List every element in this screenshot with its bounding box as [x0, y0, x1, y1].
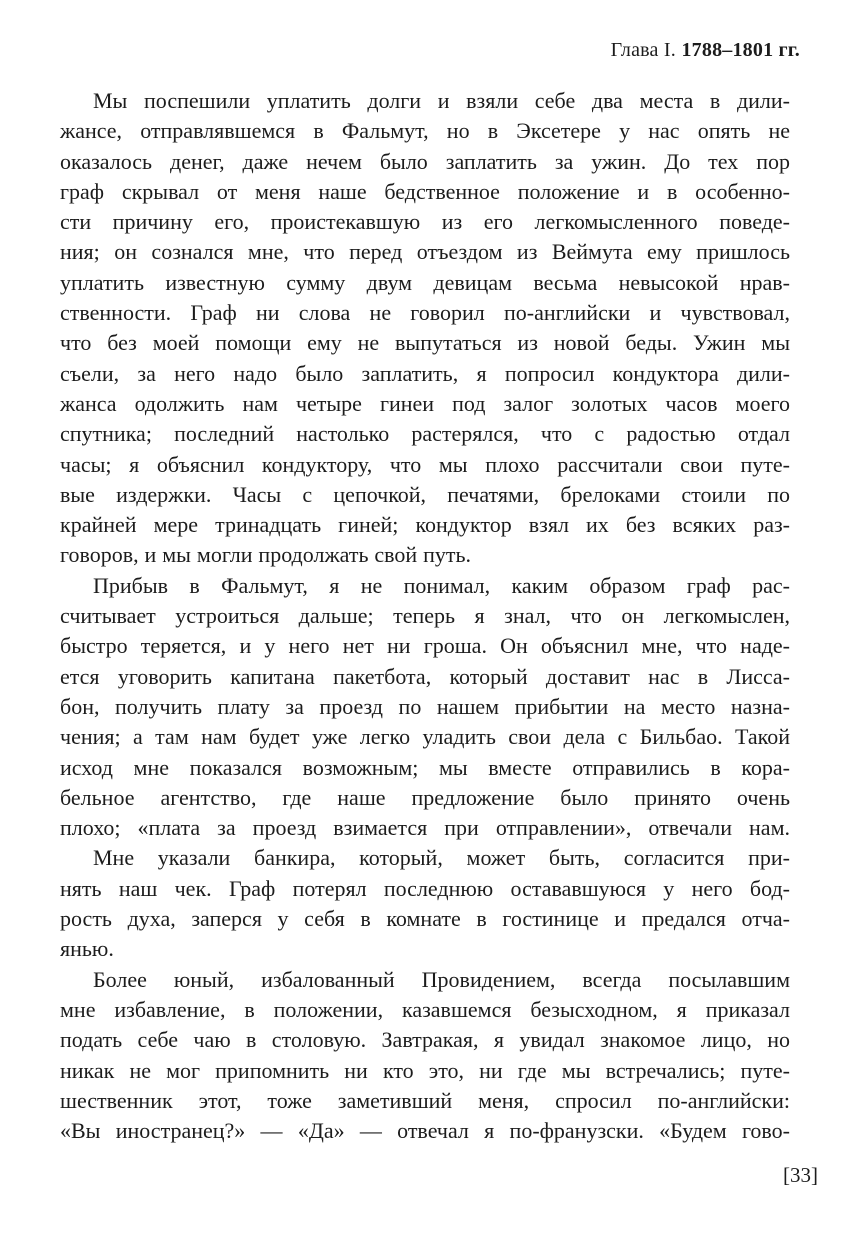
text-line: Мы поспешили уплатить долги и взяли себе два места в дили-	[93, 88, 790, 113]
text-line: говоров, и мы могли продолжать свой путь.	[60, 542, 472, 568]
running-head-chapter: Глава I.	[610, 39, 676, 61]
text-line: граф скрывал от меня наше бедственное положение и в особенно-	[60, 178, 790, 204]
text-line: янью.	[60, 936, 114, 962]
text-line: съели, за него надо было заплатить, я попросил кондуктора дили-	[60, 360, 790, 386]
text-line: шественник этот, тоже заметивший меня, спросил по-английски:	[60, 1087, 790, 1113]
text-line: никак не мог припомнить ни кто это, ни где мы встречались; путе-	[60, 1057, 790, 1083]
text-line: «Вы иностранец?» — «Да» — отвечал я по-франузски. «Будем гово-	[60, 1118, 790, 1144]
text-line: Более юный, избалованный Провидением, всегда посылавшим	[93, 966, 790, 992]
text-line: часы; я объяснил кондуктору, что мы плохо рассчитали свои путе-	[60, 451, 790, 477]
running-head-years: 1788–1801 гг.	[681, 39, 800, 61]
text-line: жансе, отправлявшемся в Фальмут, но в Эксетере у нас опять не	[60, 118, 790, 144]
text-line: жанса одолжить нам четыре гинеи под залог золотых часов моего	[60, 390, 790, 416]
text-line: спутника; последний настолько растерялся, что с радостью отдал	[60, 421, 790, 447]
text-line: бельное агентство, где наше предложение было принято очень	[60, 784, 790, 810]
text-line: чения; а там нам будет уже легко уладить свои дела с Бильбао. Такой	[60, 724, 790, 750]
text-line: рость духа, заперся у себя в комнате в гостинице и предался отча-	[60, 906, 790, 932]
text-line: бон, получить плату за проезд по нашем прибытии на место назна-	[60, 693, 790, 719]
text-line: ния; он сознался мне, что перед отъездом из Веймута ему пришлось	[60, 239, 790, 265]
text-line: плохо; «плата за проезд взимается при отправлении», отвечали нам.	[60, 815, 790, 841]
text-line: Мне указали банкира, который, может быть, согласится при-	[93, 845, 790, 871]
text-line: считывает устроиться дальше; теперь я знал, что он легкомыслен,	[60, 603, 790, 629]
text-line: нять наш чек. Граф потерял последнюю остававшуюся у него бод-	[60, 875, 790, 901]
text-line: подать себе чаю в столовую. Завтракая, я увидал знакомое лицо, но	[60, 1027, 790, 1053]
text-line: исход мне показался возможным; мы вместе отправились в кора-	[60, 754, 790, 780]
text-line: ственности. Граф ни слова не говорил по-английски и чувствовал,	[60, 300, 790, 326]
text-line: что без моей помощи ему не выпутаться из новой беды. Ужин мы	[60, 330, 790, 356]
text-line: оказалось денег, даже нечем было заплатить за ужин. До тех пор	[60, 148, 790, 174]
text-line: крайней мере тринадцать гиней; кондуктор взял их без всяких раз-	[60, 512, 790, 538]
text-line: сти причину его, проистекавшую из его легкомысленного поведе-	[60, 209, 790, 235]
text-line: быстро теряется, и у него нет ни гроша. Он объяснил мне, что наде-	[60, 633, 790, 659]
text-line: уплатить известную сумму двум девицам весьма невысокой нрав-	[60, 269, 790, 295]
page-number: [33]	[783, 1163, 818, 1187]
text-block	[60, 86, 790, 1146]
text-line: Прибыв в Фальмут, я не понимал, каким образом граф рас-	[93, 572, 790, 598]
running-head	[611, 38, 800, 62]
text-line: вые издержки. Часы с цепочкой, печатями, брелоками стоили по	[60, 481, 790, 507]
text-line: ется уговорить капитана пакетбота, который доставит нас в Лисса-	[60, 663, 790, 689]
text-line: мне избавление, в положении, казавшемся безысходном, я приказал	[60, 996, 790, 1022]
